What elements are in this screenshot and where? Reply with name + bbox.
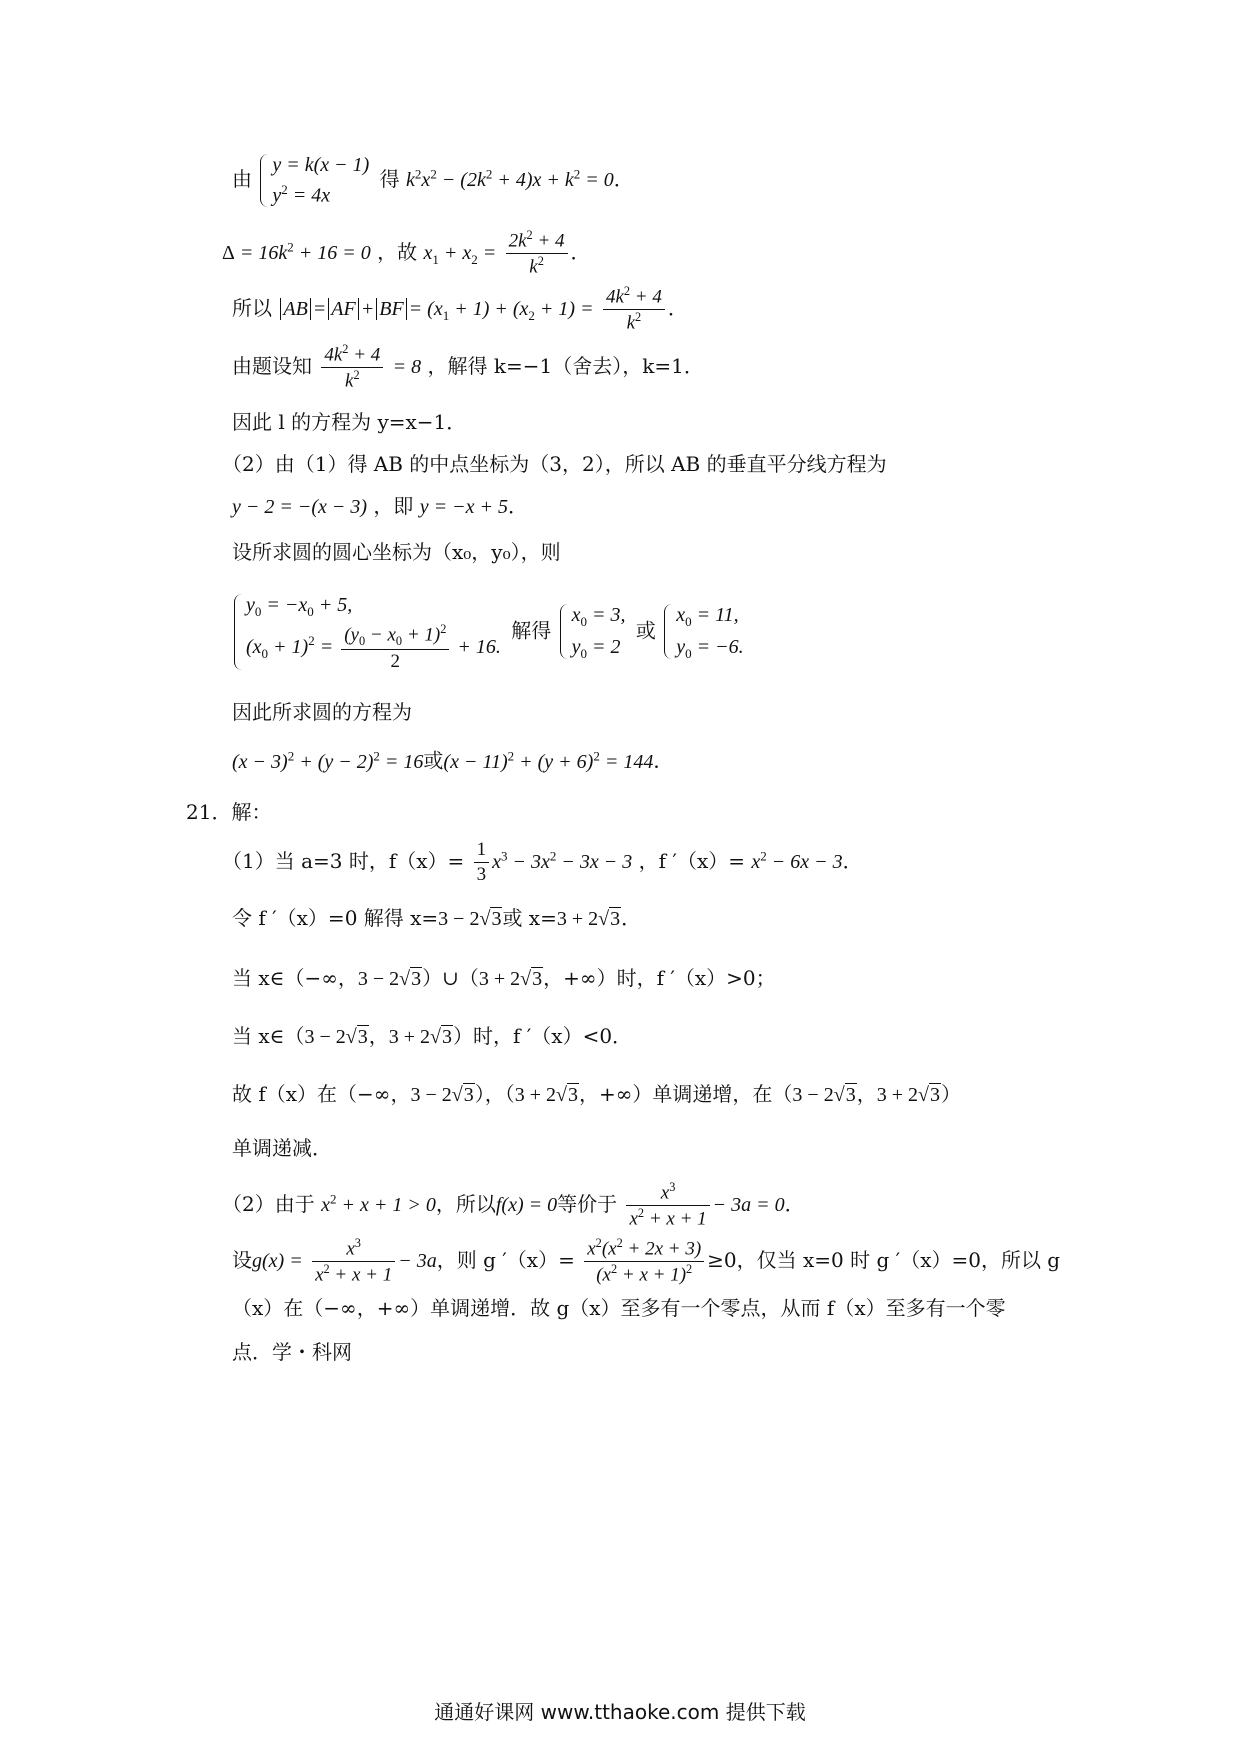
line-7: y − 2 = −(x − 3) ，即 y = −x + 5．	[232, 494, 529, 518]
para-7: （2）由于 $x^2 + x + 1 > 0$，所以f(x) = 0等价于 $\frac{x^3}{x^2 + x + 1}$ − 3a = 0．	[222, 1180, 805, 1230]
fraction: $\frac{4k^2 + 4}{k^2}$	[321, 342, 383, 393]
equation: $k^2x^2 - (2k^2 + 4)x + k^2 = 0$	[406, 166, 614, 191]
equation: $(x - 3)^2 + (y - 2)^2 = 16$	[232, 748, 424, 773]
equation: y − 2 = −(x − 3)	[232, 496, 368, 518]
text: ，+∞）时，f ′（x）>0；	[543, 966, 776, 990]
fraction: $\frac{2k^2 + 4}{k^2}$	[506, 228, 568, 279]
equation: $\Delta = 16k^2 + 16 = 0$	[222, 239, 371, 265]
text: 所以	[232, 296, 272, 321]
line-1: 由 y = k(x − 1) $y^2 = 4x$ 得 $k^2x^2 - (2k^2 + 4)x + k^2 = 0$．	[232, 150, 634, 211]
text: 当 x∈（−∞，	[232, 966, 358, 990]
para-10: 点．学・科网	[232, 1340, 352, 1364]
line-10: 因此所求圆的方程为	[232, 700, 412, 724]
line-9	[232, 590, 748, 674]
text: ，故	[377, 240, 418, 265]
text: ，	[856, 1082, 877, 1106]
line-11: $(x - 3)^2 + (y - 2)^2 = 16$或$(x - 11)^2 + (y + 6)^2 = 144$．	[232, 748, 674, 773]
footer-credit: 通通好课网 www.tthaoke.com 提供下载	[434, 1700, 806, 1724]
text: 由题设知	[232, 354, 312, 379]
solution-system-2: $x_0 = 11$, $y_0 = -6$.	[662, 600, 743, 663]
text: 当 x∈（	[232, 1024, 305, 1048]
line-3: 所以 AB = AF + BF = $(x_1 + 1) + (x_2 + 1)$ = $\frac{4k^2 + 4}{k^2}$ ．	[232, 284, 688, 334]
text: 解得	[511, 618, 552, 643]
fraction: $\frac{1}{3}$	[474, 838, 490, 887]
para-8: 设g(x) = $\frac{x^3}{x^2 + x + 1}$ − 3a，则 g ′（x）= $\frac{x^2(x^2 + 2x + 3)}{(x^2 + x + 1)^2}$ ≥0，仅当 x=0 时 g ′（x）=0，所以 g	[232, 1236, 1061, 1286]
text: ，则 g ′（x）=	[436, 1248, 575, 1273]
text: 设	[232, 1248, 252, 1273]
text: ，+∞）单调递增，在（	[579, 1082, 793, 1106]
text: ）时，f ′（x）<0．	[452, 1024, 633, 1048]
text: ）	[940, 1082, 961, 1106]
fraction: $\frac{x^3}{x^2 + x + 1}$	[312, 1236, 395, 1287]
equation: $(x - 11)^2 + (y + 6)^2 = 144$	[443, 748, 654, 773]
text: ，所以	[435, 1192, 496, 1217]
text: 得	[379, 166, 400, 191]
equation: y = −x + 5	[419, 496, 509, 518]
text: ，	[368, 1024, 389, 1048]
text: ≥0，仅当 x=0 时 g ′（x）=0，所以 g	[707, 1248, 1061, 1273]
fraction: $\frac{x^3}{x^2 + x + 1}$	[626, 1180, 709, 1231]
para-5: 故 f（x）在（−∞，3 − 2√3），（3 + 2√3，+∞）单调递增，在（3 − 2√3，3 + 2√3）	[232, 1082, 961, 1106]
line-5: 因此 l 的方程为 y=x−1．	[232, 410, 467, 434]
para-4: 当 x∈（3 − 2√3，3 + 2√3）时，f ′（x）<0．	[232, 1024, 633, 1048]
text: 或 x=	[502, 906, 557, 930]
question-21-heading: 21．解：	[186, 800, 272, 824]
equation-system: $y_0 = -x_0 + 5$, $(x_0 + 1)^2$ = $\frac{(y_0 - x_0 + 1)^2}{2}$ + 16.	[232, 590, 501, 674]
text: ，解得 k=−1（舍去），k=1．	[427, 354, 704, 379]
line-8: 设所求圆的圆心坐标为（x₀，y₀），则	[232, 540, 561, 564]
equation: AB = AF + BF = $(x_1 + 1) + (x_2 + 1)$ =	[278, 298, 593, 320]
text: 令 f ′（x）=0 解得 x=	[232, 906, 439, 930]
text: 或	[423, 748, 444, 773]
text: （2）由于	[222, 1192, 315, 1217]
para-6: 单调递减．	[232, 1136, 332, 1160]
para-1: （1）当 a=3 时，f（x）= $\frac{1}{3}$ $x^3 - 3x^2 - 3x - 3$ ，f $'(x)= x^2 - 6x - 3$．	[222, 839, 863, 885]
para-2: 令 f ′（x）=0 解得 x=3 − 2√3或 x=3 + 2√3．	[232, 906, 642, 930]
text: 由	[232, 166, 252, 191]
text: ）∪（	[422, 966, 479, 990]
equation-system: y = k(x − 1) $y^2 = 4x$	[258, 150, 369, 211]
para-3: 当 x∈（−∞，3 − 2√3）∪（3 + 2√3，+∞）时，f ′（x）>0；	[232, 966, 776, 990]
text: 或	[635, 618, 656, 643]
fraction: $\frac{4k^2 + 4}{k^2}$	[603, 284, 665, 335]
fraction: $\frac{x^2(x^2 + 2x + 3)}{(x^2 + x + 1)^2}$	[584, 1236, 704, 1287]
text: 等价于	[557, 1192, 618, 1217]
text: ），（	[474, 1082, 515, 1106]
para-9: （x）在（−∞，+∞）单调递增．故 g（x）至多有一个零点，从而 f（x）至多有一个零	[232, 1296, 1006, 1320]
text: （1）当 a=3 时，f（x）=	[222, 848, 465, 873]
equation: $x_1 + x_2$ =	[423, 242, 497, 268]
text: 故 f（x）在（−∞，	[232, 1082, 411, 1106]
line-2: $\Delta = 16k^2 + 16 = 0$ ，故 $x_1 + x_2$ = $\frac{2k^2 + 4}{k^2}$ ．	[222, 228, 591, 278]
line-6: （2）由（1）得 AB 的中点坐标为（3，2），所以 AB 的垂直平分线方程为	[222, 452, 887, 476]
line-4: 由题设知 $\frac{4k^2 + 4}{k^2}$ = 8 ，解得 k=−1（舍去），k=1．	[232, 342, 704, 392]
text: ，f ′（x）=	[638, 848, 745, 873]
text: ，即	[373, 494, 414, 518]
solution-system-1: $x_0 = 3$, $y_0 = 2$	[558, 600, 626, 663]
